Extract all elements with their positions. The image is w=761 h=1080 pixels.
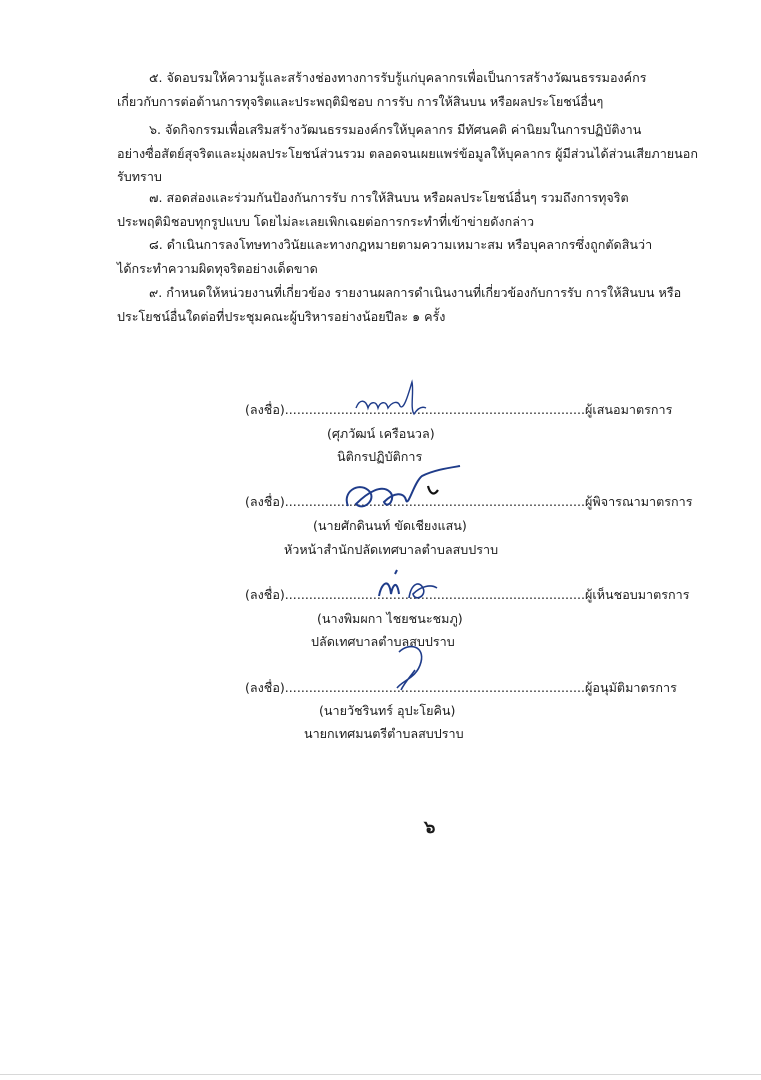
paragraph-line: ได้กระทำความผิดทุจริตอย่างเด็ดขาด [117,260,318,276]
signatory-position: ปลัดเทศบาลตำบลสบปราบ [311,634,455,649]
paragraph-6 [117,118,698,189]
signature-line-authorizer [245,678,677,698]
signatory-position: หัวหน้าสำนักปลัดเทศบาลตำบลสบปราบ [284,542,499,557]
paragraph-line: ๕. จัดอบรมให้ความรู้และสร้างช่องทางการรับรู้แก่บุคลากรเพื่อเป็นการสร้างวัฒนธรรมองค์กร [149,70,647,85]
handwritten-signature [375,566,445,606]
signature-line-reviewer [245,492,692,512]
paragraph-line: ประโยชน์อื่นใดต่อที่ประชุมคณะผู้บริหารอย่างน้อยปีละ ๑ ครั้ง [117,308,446,324]
paragraph-line: รับทราบ [117,169,162,184]
signatory-name: (นายศักดินนท์ ขัดเชียงแสน) [313,518,467,533]
paragraph-line: ประพฤติมิชอบทุกรูปแบบ โดยไม่ละเลยเพิกเฉยต่อการกระทำที่เข้าข่ายดังกล่าว [117,213,535,229]
signatory-name: (นายวัชรินทร์ อุปะโยคิน) [319,703,456,718]
paragraph-line: ๖. จัดกิจกรรมเพื่อเสริมสร้างวัฒนธรรมองค์กรให้บุคลากร มีทัศนคติ ค่านิยมในการปฏิบัติงาน [149,122,642,137]
handwritten-signature [385,640,435,692]
signatory-name: (ศุภวัฒน์ เครือนวล) [327,426,435,441]
signature-role: ผู้อนุมัติมาตรการ [585,680,677,695]
signature-dots: (ลงชื่อ)........................................................................... [245,680,586,695]
paragraph-line: เกี่ยวกับการต่อต้านการทุจริตและประพฤติมิชอบ การรับ การให้สินบน หรือผลประโยชน์อื่นๆ [117,93,604,109]
paragraph-line: ๗. สอดส่องและร่วมกันป้องกันการรับ การให้สินบน หรือผลประโยชน์อื่นๆ รวมถึงการทุจริต [149,190,629,205]
paragraph-line: ๘. ดำเนินการลงโทษทางวินัยและทางกฎหมายตามความเหมาะสม หรือบุคลากรซึ่งถูกตัดสินว่า [149,237,653,252]
page-number: ๖ [424,817,436,838]
signature-dots: (ลงชื่อ)........................................................................... [245,587,586,602]
paragraph-5 [117,66,695,113]
paragraph-9 [117,281,695,328]
signature-dots: (ลงชื่อ)........................................................................... [245,494,586,509]
signatory-name: (นางพิมผกา ไชยชนะชมภู) [317,611,463,626]
signature-line-approver-endorse [245,585,690,605]
paragraph-line: อย่างซื่อสัตย์สุจริตและมุ่งผลประโยชน์ส่วนรวม ตลอดจนเผยแพร่ข้อมูลให้บุคลากร ผู้มีส่วนได้ส่วนเสียภายนอก [117,145,698,161]
paragraph-7 [117,186,695,233]
handwritten-signature [338,462,468,520]
signatory-position: นายกเทศมนตรีตำบลสบปราบ [304,726,464,741]
signature-role: ผู้เสนอมาตรการ [585,402,673,417]
signature-role: ผู้เห็นชอบมาตรการ [585,587,690,602]
page-bottom-edge [0,1074,761,1075]
signatory-position: นิติกรปฏิบัติการ [337,449,423,464]
signature-dots: (ลงชื่อ)........................................................................... [245,402,586,417]
signature-role: ผู้พิจารณามาตรการ [585,494,693,509]
paragraph-8 [117,233,695,280]
paragraph-line: ๙. กำหนดให้หน่วยงานที่เกี่ยวข้อง รายงานผลการดำเนินงานที่เกี่ยวข้องกับการรับ การให้สินบน หรือ [149,285,682,300]
signature-line-proposer [245,400,672,420]
handwritten-signature [352,378,432,418]
